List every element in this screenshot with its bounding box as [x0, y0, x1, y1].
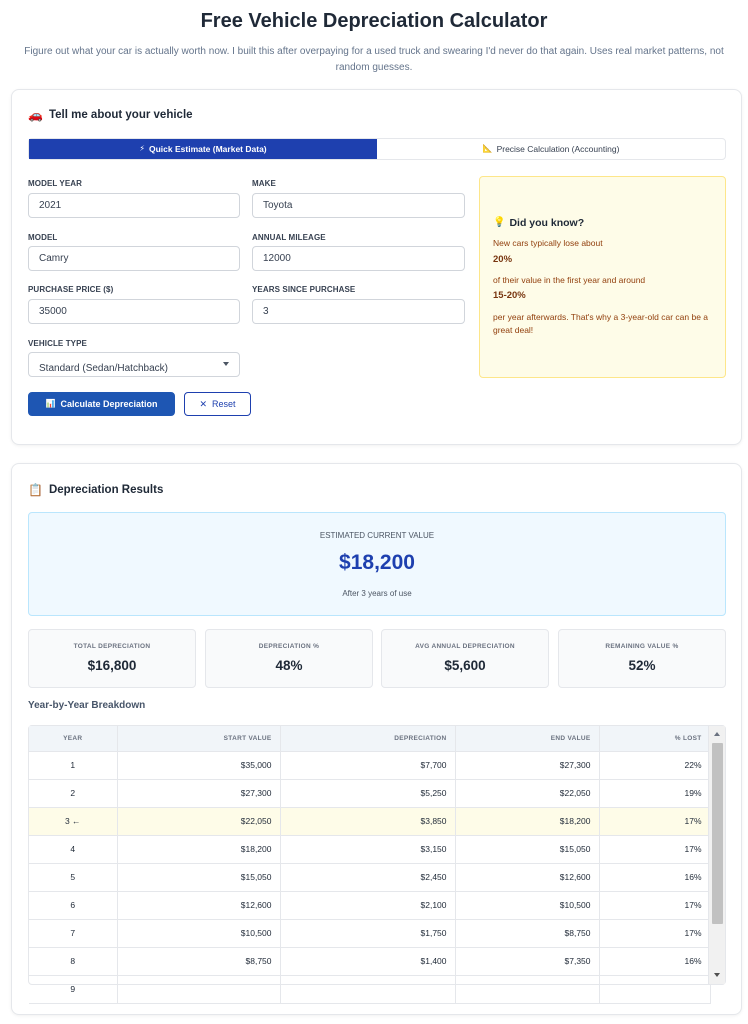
tip-title-text: Did you know? — [509, 217, 585, 229]
chart-icon: 📊 — [45, 399, 56, 408]
table-row — [29, 891, 710, 919]
stat-value: 52% — [628, 658, 656, 673]
cell-start-value: $12,600 — [117, 891, 280, 919]
chevron-down-icon — [223, 362, 229, 366]
cell-end-value: $7,350 — [455, 947, 599, 975]
breakdown-title: Year-by-Year Breakdown — [28, 700, 146, 711]
cell-year: 9 — [29, 975, 117, 1003]
car-icon: 🚗 — [28, 108, 43, 122]
model-year-label: MODEL YEAR — [28, 179, 83, 188]
table-row-current — [29, 807, 710, 835]
cell-start-value — [117, 975, 280, 1003]
cell-start-value: $18,200 — [117, 835, 280, 863]
tip-line-2: of their value in the first year and around — [493, 275, 646, 285]
header-end-value[interactable]: END VALUE — [455, 726, 599, 751]
table-header-row — [29, 726, 710, 751]
make-label: MAKE — [252, 179, 276, 188]
ruler-icon: 📐 — [482, 144, 493, 153]
cell-start-value: $27,300 — [117, 779, 280, 807]
reset-label: Reset — [212, 399, 236, 409]
reset-button[interactable] — [184, 392, 251, 416]
stat-avg-annual-depreciation — [381, 629, 549, 688]
cell-depreciation: $1,400 — [280, 947, 455, 975]
vehicle-type-label: VEHICLE TYPE — [28, 339, 87, 348]
cell-end-value: $27,300 — [455, 751, 599, 779]
cell-end-value: $15,050 — [455, 835, 599, 863]
cell-depreciation: $7,700 — [280, 751, 455, 779]
cell-percent-lost: 16% — [599, 947, 710, 975]
results-card — [11, 463, 742, 1015]
estimated-value-subtext: After 3 years of use — [342, 589, 412, 598]
stat-value: 48% — [275, 658, 303, 673]
estimated-value-label: ESTIMATED CURRENT VALUE — [319, 531, 435, 540]
stat-label: DEPRECIATION % — [258, 643, 320, 650]
cell-end-value: $12,600 — [455, 863, 599, 891]
cell-year: 6 — [29, 891, 117, 919]
cell-year: 5 — [29, 863, 117, 891]
cell-percent-lost: 17% — [599, 835, 710, 863]
calculation-mode-tabs — [28, 138, 726, 160]
cell-percent-lost: 22% — [599, 751, 710, 779]
close-icon: ✕ — [199, 398, 208, 409]
header-year[interactable]: YEAR — [29, 726, 117, 751]
lightning-icon: ⚡ — [139, 144, 145, 153]
scroll-down-arrow-icon[interactable] — [714, 973, 720, 977]
cell-year: 7 — [29, 919, 117, 947]
cell-start-value: $8,750 — [117, 947, 280, 975]
years-since-purchase-label: YEARS SINCE PURCHASE — [252, 285, 356, 294]
cell-end-value: $10,500 — [455, 891, 599, 919]
stat-label: AVG ANNUAL DEPRECIATION — [415, 643, 515, 650]
tip-line-3: per year afterwards. That's why a 3-year-old car can be a great deal! — [493, 312, 709, 335]
annual-mileage-label: ANNUAL MILEAGE — [252, 233, 326, 242]
tab-precise-calculation[interactable] — [377, 139, 725, 159]
cell-end-value: $8,750 — [455, 919, 599, 947]
calculate-depreciation-label: Calculate Depreciation — [60, 399, 158, 409]
cell-end-value: $22,050 — [455, 779, 599, 807]
cell-start-value: $35,000 — [117, 751, 280, 779]
calculate-depreciation-button[interactable] — [28, 392, 175, 416]
table-row — [29, 751, 710, 779]
estimated-value: $18,200 — [339, 551, 415, 574]
cell-depreciation: $3,850 — [280, 807, 455, 835]
results-card-title-text: Depreciation Results — [48, 484, 164, 496]
tab-quick-estimate-label: Quick Estimate (Market Data) — [149, 144, 267, 154]
did-you-know-tip — [479, 176, 726, 378]
cell-start-value: $10,500 — [117, 919, 280, 947]
lightbulb-icon: 💡 — [493, 217, 506, 228]
cell-depreciation: $2,100 — [280, 891, 455, 919]
purchase-price-label: PURCHASE PRICE ($) — [28, 285, 114, 294]
stat-label: TOTAL DEPRECIATION — [73, 643, 151, 650]
model-input[interactable]: Camry — [28, 246, 240, 271]
header-start-value[interactable]: START VALUE — [117, 726, 280, 751]
tip-value-2: 15-20% — [493, 290, 526, 301]
annual-mileage-input[interactable]: 12000 — [252, 246, 465, 271]
cell-depreciation: $3,150 — [280, 835, 455, 863]
cell-percent-lost — [599, 975, 710, 1003]
model-label: MODEL — [28, 233, 58, 242]
page-title: Free Vehicle Depreciation Calculator — [200, 10, 548, 32]
header-depreciation[interactable]: DEPRECIATION — [280, 726, 455, 751]
years-since-purchase-input[interactable]: 3 — [252, 299, 465, 324]
purchase-price-input[interactable]: 35000 — [28, 299, 240, 324]
cell-percent-lost: 19% — [599, 779, 710, 807]
cell-percent-lost: 17% — [599, 807, 710, 835]
tab-quick-estimate[interactable] — [29, 139, 377, 159]
cell-year: 3 ← — [29, 807, 117, 835]
cell-end-value — [455, 975, 599, 1003]
estimated-value-panel — [28, 512, 726, 616]
stat-remaining-value-percent — [558, 629, 726, 688]
table-row — [29, 947, 710, 975]
stat-value: $16,800 — [87, 658, 137, 673]
cell-start-value: $15,050 — [117, 863, 280, 891]
table-row — [29, 975, 710, 1003]
results-card-title — [28, 484, 163, 496]
cell-year: 1 — [29, 751, 117, 779]
vehicle-type-value: Standard (Sedan/Hatchback) — [39, 363, 168, 374]
cell-year: 2 — [29, 779, 117, 807]
header-percent-lost[interactable]: % LOST — [599, 726, 710, 751]
table-row — [29, 835, 710, 863]
cell-percent-lost: 16% — [599, 863, 710, 891]
make-input[interactable]: Toyota — [252, 193, 465, 218]
stat-depreciation-percent — [205, 629, 373, 688]
cell-end-value: $18,200 — [455, 807, 599, 835]
stat-total-depreciation — [28, 629, 196, 688]
tab-precise-calculation-label: Precise Calculation (Accounting) — [496, 144, 620, 154]
vehicle-type-select[interactable] — [28, 352, 240, 377]
table-row — [29, 863, 710, 891]
clipboard-icon: 📋 — [28, 483, 43, 497]
vehicle-card-title-text: Tell me about your vehicle — [48, 109, 193, 121]
table-scrollbar[interactable] — [708, 726, 725, 984]
stat-value: $5,600 — [444, 658, 486, 673]
cell-depreciation — [280, 975, 455, 1003]
vehicle-form-card — [11, 89, 742, 445]
cell-percent-lost: 17% — [599, 919, 710, 947]
cell-percent-lost: 17% — [599, 891, 710, 919]
tip-line-1: New cars typically lose about — [493, 238, 603, 248]
cell-year: 4 — [29, 835, 117, 863]
cell-depreciation: $2,450 — [280, 863, 455, 891]
cell-depreciation: $1,750 — [280, 919, 455, 947]
model-year-input[interactable]: 2021 — [28, 193, 240, 218]
stat-label: REMAINING VALUE % — [605, 643, 679, 650]
breakdown-table — [29, 726, 711, 1004]
breakdown-table-container — [28, 725, 726, 994]
scroll-up-arrow-icon[interactable] — [714, 732, 720, 736]
tip-value-1: 20% — [493, 254, 513, 265]
page-subtitle: Figure out what your car is actually worth now. I built this after overpaying for a used truck and swearing I'd never do that again. Uses real market patterns, not random guesses. — [24, 46, 724, 73]
scroll-thumb[interactable] — [712, 743, 723, 924]
table-row — [29, 919, 710, 947]
tip-title — [493, 217, 584, 229]
vehicle-card-title — [28, 109, 193, 121]
table-row — [29, 779, 710, 807]
cell-year: 8 — [29, 947, 117, 975]
cell-start-value: $22,050 — [117, 807, 280, 835]
cell-depreciation: $5,250 — [280, 779, 455, 807]
